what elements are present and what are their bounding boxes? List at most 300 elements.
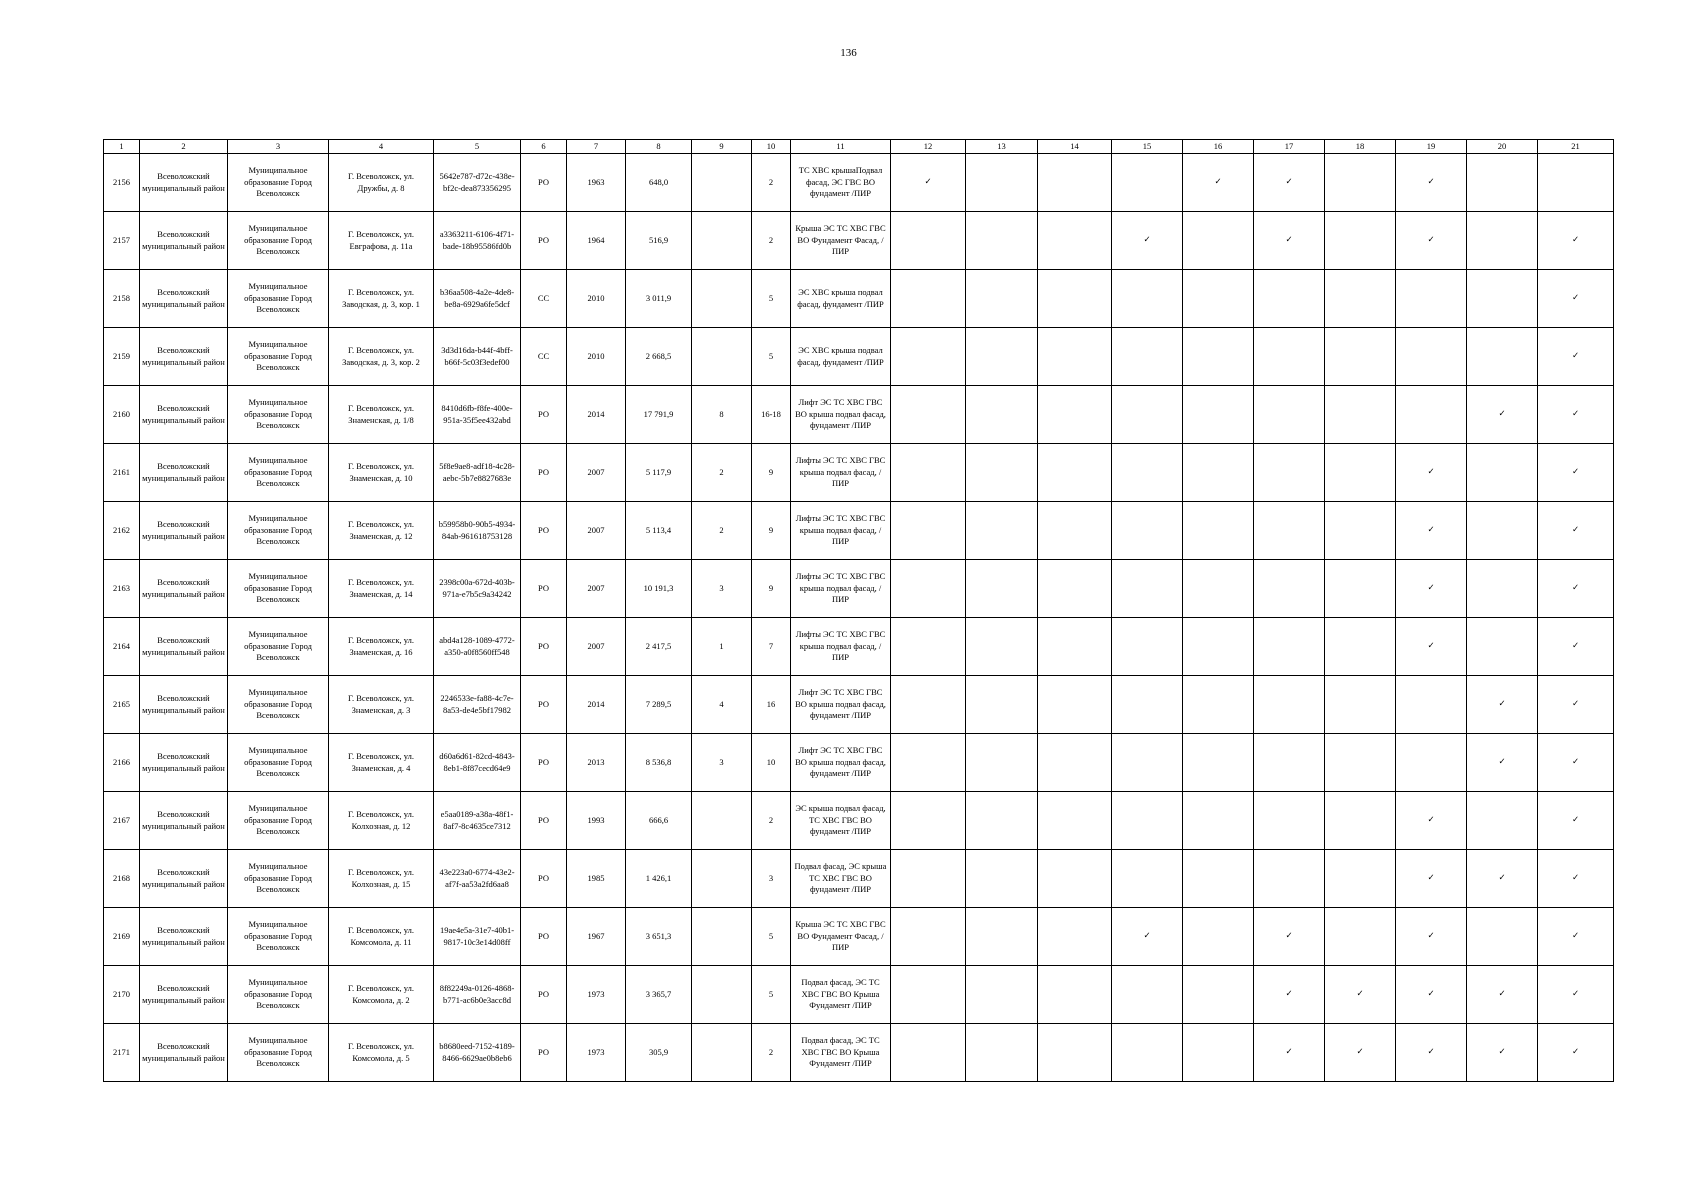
empty-cell bbox=[1112, 560, 1183, 618]
municipality-cell: Муниципальное образование Город Всеволожск bbox=[228, 270, 329, 328]
empty-cell bbox=[1038, 386, 1112, 444]
column-9-cell: 3 bbox=[692, 734, 752, 792]
area-cell: 17 791,9 bbox=[626, 386, 692, 444]
empty-cell bbox=[1467, 908, 1538, 966]
column-9-cell: 8 bbox=[692, 386, 752, 444]
district-cell: Всеволожский муниципальный район bbox=[140, 328, 228, 386]
municipality-cell: Муниципальное образование Город Всеволожск bbox=[228, 328, 329, 386]
row-number-cell: 2162 bbox=[104, 502, 140, 560]
empty-cell bbox=[1112, 386, 1183, 444]
works-cell: Лифты ЭС ТС ХВС ГВС крыша подвал фасад, /ПИР bbox=[791, 560, 891, 618]
empty-cell bbox=[1038, 154, 1112, 212]
district-cell: Всеволожский муниципальный район bbox=[140, 792, 228, 850]
area-cell: 666,6 bbox=[626, 792, 692, 850]
check-mark-icon: ✓ bbox=[1254, 1024, 1325, 1082]
column-9-cell bbox=[692, 908, 752, 966]
column-number: 21 bbox=[1538, 140, 1614, 154]
empty-cell bbox=[1183, 560, 1254, 618]
empty-cell bbox=[1325, 328, 1396, 386]
empty-cell bbox=[1467, 212, 1538, 270]
column-10-cell: 2 bbox=[752, 1024, 791, 1082]
works-cell: ТС ХВС крышаПодвал фасад, ЭС ГВС ВО фундамент /ПИР bbox=[791, 154, 891, 212]
works-cell: Лифт ЭС ТС ХВС ГВС ВО крыша подвал фасад, фундамент /ПИР bbox=[791, 676, 891, 734]
column-9-cell bbox=[692, 270, 752, 328]
check-mark-icon: ✓ bbox=[1467, 734, 1538, 792]
works-cell: Лифты ЭС ТС ХВС ГВС крыша подвал фасад, /ПИР bbox=[791, 618, 891, 676]
check-mark-icon: ✓ bbox=[1396, 908, 1467, 966]
year-cell: 1973 bbox=[567, 1024, 626, 1082]
year-cell: 2007 bbox=[567, 502, 626, 560]
empty-cell bbox=[1325, 908, 1396, 966]
address-cell: Г. Всеволожск, ул. Знаменская, д. 12 bbox=[329, 502, 434, 560]
ownership-form-cell: СС bbox=[521, 328, 567, 386]
empty-cell bbox=[1112, 618, 1183, 676]
column-9-cell: 2 bbox=[692, 444, 752, 502]
column-number: 7 bbox=[567, 140, 626, 154]
address-cell: Г. Всеволожск, ул. Заводская, д. 3, кор. 1 bbox=[329, 270, 434, 328]
empty-cell bbox=[1183, 444, 1254, 502]
municipality-cell: Муниципальное образование Город Всеволожск bbox=[228, 560, 329, 618]
column-9-cell bbox=[692, 328, 752, 386]
year-cell: 2013 bbox=[567, 734, 626, 792]
empty-cell bbox=[1254, 850, 1325, 908]
empty-cell bbox=[1183, 908, 1254, 966]
check-mark-icon: ✓ bbox=[1538, 908, 1614, 966]
check-mark-icon: ✓ bbox=[1396, 154, 1467, 212]
guid-cell: 43e223a0-6774-43e2-af7f-aa53a2fd6aa8 bbox=[434, 850, 521, 908]
check-mark-icon: ✓ bbox=[1396, 966, 1467, 1024]
district-cell: Всеволожский муниципальный район bbox=[140, 966, 228, 1024]
column-10-cell: 2 bbox=[752, 792, 791, 850]
column-9-cell bbox=[692, 154, 752, 212]
empty-cell bbox=[1325, 502, 1396, 560]
check-mark-icon: ✓ bbox=[1396, 444, 1467, 502]
year-cell: 1993 bbox=[567, 792, 626, 850]
empty-cell bbox=[966, 792, 1038, 850]
area-cell: 7 289,5 bbox=[626, 676, 692, 734]
year-cell: 1963 bbox=[567, 154, 626, 212]
guid-cell: 2246533e-fa88-4c7e-8a53-de4e5bf17982 bbox=[434, 676, 521, 734]
empty-cell bbox=[966, 676, 1038, 734]
area-cell: 3 651,3 bbox=[626, 908, 692, 966]
empty-cell bbox=[1325, 154, 1396, 212]
check-mark-icon: ✓ bbox=[1538, 328, 1614, 386]
municipality-cell: Муниципальное образование Город Всеволожск bbox=[228, 212, 329, 270]
empty-cell bbox=[1038, 212, 1112, 270]
table-row bbox=[104, 676, 1614, 734]
row-number-cell: 2164 bbox=[104, 618, 140, 676]
table-row bbox=[104, 792, 1614, 850]
ownership-form-cell: РО bbox=[521, 1024, 567, 1082]
check-mark-icon: ✓ bbox=[1538, 734, 1614, 792]
district-cell: Всеволожский муниципальный район bbox=[140, 734, 228, 792]
check-mark-icon: ✓ bbox=[1467, 850, 1538, 908]
address-cell: Г. Всеволожск, ул. Знаменская, д. 10 bbox=[329, 444, 434, 502]
works-cell: ЭС ХВС крыша подвал фасад, фундамент /ПИР bbox=[791, 328, 891, 386]
check-mark-icon: ✓ bbox=[1325, 1024, 1396, 1082]
guid-cell: 5f8e9ae8-adf18-4c28-aebc-5b7e8827683e bbox=[434, 444, 521, 502]
empty-cell bbox=[1112, 966, 1183, 1024]
column-number: 4 bbox=[329, 140, 434, 154]
row-number-cell: 2167 bbox=[104, 792, 140, 850]
check-mark-icon: ✓ bbox=[1112, 212, 1183, 270]
empty-cell bbox=[1183, 270, 1254, 328]
area-cell: 5 117,9 bbox=[626, 444, 692, 502]
empty-cell bbox=[1396, 734, 1467, 792]
empty-cell bbox=[1038, 1024, 1112, 1082]
empty-cell bbox=[1112, 734, 1183, 792]
check-mark-icon: ✓ bbox=[1396, 560, 1467, 618]
ownership-form-cell: РО bbox=[521, 386, 567, 444]
empty-cell bbox=[1396, 676, 1467, 734]
table-row bbox=[104, 734, 1614, 792]
column-10-cell: 9 bbox=[752, 502, 791, 560]
column-number: 6 bbox=[521, 140, 567, 154]
check-mark-icon: ✓ bbox=[1538, 676, 1614, 734]
check-mark-icon: ✓ bbox=[1538, 850, 1614, 908]
guid-cell: 3d3d16da-b44f-4bff-b66f-5c03f3edef00 bbox=[434, 328, 521, 386]
empty-cell bbox=[966, 444, 1038, 502]
empty-cell bbox=[1325, 386, 1396, 444]
empty-cell bbox=[1112, 328, 1183, 386]
check-mark-icon: ✓ bbox=[1538, 502, 1614, 560]
works-cell: Подвал фасад, ЭС крыша ТС ХВС ГВС ВО фундамент /ПИР bbox=[791, 850, 891, 908]
empty-cell bbox=[1112, 676, 1183, 734]
municipality-cell: Муниципальное образование Город Всеволожск bbox=[228, 618, 329, 676]
check-mark-icon: ✓ bbox=[1538, 966, 1614, 1024]
empty-cell bbox=[966, 734, 1038, 792]
area-cell: 1 426,1 bbox=[626, 850, 692, 908]
empty-cell bbox=[1467, 560, 1538, 618]
check-mark-icon: ✓ bbox=[1396, 618, 1467, 676]
check-mark-icon: ✓ bbox=[1396, 850, 1467, 908]
check-mark-icon: ✓ bbox=[1538, 792, 1614, 850]
address-cell: Г. Всеволожск, ул. Знаменская, д. 16 bbox=[329, 618, 434, 676]
empty-cell bbox=[891, 444, 966, 502]
table-body bbox=[104, 140, 1614, 1082]
empty-cell bbox=[1038, 850, 1112, 908]
ownership-form-cell: РО bbox=[521, 792, 567, 850]
address-cell: Г. Всеволожск, ул. Знаменская, д. 14 bbox=[329, 560, 434, 618]
empty-cell bbox=[1183, 966, 1254, 1024]
empty-cell bbox=[891, 386, 966, 444]
row-number-cell: 2169 bbox=[104, 908, 140, 966]
empty-cell bbox=[1038, 792, 1112, 850]
empty-cell bbox=[966, 386, 1038, 444]
ownership-form-cell: РО bbox=[521, 676, 567, 734]
empty-cell bbox=[1254, 386, 1325, 444]
row-number-cell: 2165 bbox=[104, 676, 140, 734]
municipality-cell: Муниципальное образование Город Всеволожск bbox=[228, 444, 329, 502]
empty-cell bbox=[1112, 502, 1183, 560]
check-mark-icon: ✓ bbox=[1112, 908, 1183, 966]
empty-cell bbox=[1254, 734, 1325, 792]
empty-cell bbox=[1112, 1024, 1183, 1082]
address-cell: Г. Всеволожск, ул. Знаменская, д. 3 bbox=[329, 676, 434, 734]
empty-cell bbox=[966, 212, 1038, 270]
column-9-cell bbox=[692, 966, 752, 1024]
year-cell: 2010 bbox=[567, 270, 626, 328]
year-cell: 2007 bbox=[567, 618, 626, 676]
empty-cell bbox=[1183, 676, 1254, 734]
empty-cell bbox=[891, 502, 966, 560]
empty-cell bbox=[1183, 502, 1254, 560]
check-mark-icon: ✓ bbox=[1538, 1024, 1614, 1082]
empty-cell bbox=[1112, 270, 1183, 328]
row-number-cell: 2156 bbox=[104, 154, 140, 212]
column-10-cell: 5 bbox=[752, 966, 791, 1024]
empty-cell bbox=[1254, 444, 1325, 502]
empty-cell bbox=[1467, 154, 1538, 212]
works-cell: ЭС ХВС крыша подвал фасад, фундамент /ПИР bbox=[791, 270, 891, 328]
empty-cell bbox=[1325, 850, 1396, 908]
municipality-cell: Муниципальное образование Город Всеволожск bbox=[228, 792, 329, 850]
column-10-cell: 5 bbox=[752, 270, 791, 328]
column-number: 19 bbox=[1396, 140, 1467, 154]
guid-cell: b59958b0-90b5-4934-84ab-961618753128 bbox=[434, 502, 521, 560]
municipality-cell: Муниципальное образование Город Всеволожск bbox=[228, 154, 329, 212]
empty-cell bbox=[1183, 850, 1254, 908]
empty-cell bbox=[1112, 154, 1183, 212]
column-9-cell: 3 bbox=[692, 560, 752, 618]
empty-cell bbox=[1254, 618, 1325, 676]
empty-cell bbox=[1396, 328, 1467, 386]
ownership-form-cell: РО bbox=[521, 618, 567, 676]
area-cell: 10 191,3 bbox=[626, 560, 692, 618]
district-cell: Всеволожский муниципальный район bbox=[140, 154, 228, 212]
empty-cell bbox=[1038, 908, 1112, 966]
address-cell: Г. Всеволожск, ул. Комсомола, д. 5 bbox=[329, 1024, 434, 1082]
empty-cell bbox=[1467, 618, 1538, 676]
check-mark-icon: ✓ bbox=[1467, 386, 1538, 444]
year-cell: 2014 bbox=[567, 676, 626, 734]
guid-cell: a3363211-6106-4f71-bade-18b95586fd0b bbox=[434, 212, 521, 270]
table-row bbox=[104, 560, 1614, 618]
empty-cell bbox=[1325, 792, 1396, 850]
empty-cell bbox=[966, 270, 1038, 328]
empty-cell bbox=[1254, 328, 1325, 386]
year-cell: 1985 bbox=[567, 850, 626, 908]
district-cell: Всеволожский муниципальный район bbox=[140, 676, 228, 734]
guid-cell: 5642e787-d72c-438e-bf2c-dea873356295 bbox=[434, 154, 521, 212]
column-number: 11 bbox=[791, 140, 891, 154]
check-mark-icon: ✓ bbox=[1396, 212, 1467, 270]
address-cell: Г. Всеволожск, ул. Знаменская, д. 1/8 bbox=[329, 386, 434, 444]
area-cell: 305,9 bbox=[626, 1024, 692, 1082]
area-cell: 516,9 bbox=[626, 212, 692, 270]
empty-cell bbox=[1254, 502, 1325, 560]
empty-cell bbox=[1467, 328, 1538, 386]
check-mark-icon: ✓ bbox=[1538, 212, 1614, 270]
empty-cell bbox=[1038, 734, 1112, 792]
column-number: 9 bbox=[692, 140, 752, 154]
row-number-cell: 2161 bbox=[104, 444, 140, 502]
column-number: 12 bbox=[891, 140, 966, 154]
row-number-cell: 2159 bbox=[104, 328, 140, 386]
column-10-cell: 5 bbox=[752, 908, 791, 966]
row-number-cell: 2158 bbox=[104, 270, 140, 328]
works-cell: Крыша ЭС ТС ХВС ГВС ВО Фундамент Фасад, /ПИР bbox=[791, 212, 891, 270]
column-number: 14 bbox=[1038, 140, 1112, 154]
row-number-cell: 2157 bbox=[104, 212, 140, 270]
ownership-form-cell: СС bbox=[521, 270, 567, 328]
year-cell: 2007 bbox=[567, 444, 626, 502]
check-mark-icon: ✓ bbox=[1183, 154, 1254, 212]
check-mark-icon: ✓ bbox=[1396, 502, 1467, 560]
empty-cell bbox=[1112, 792, 1183, 850]
empty-cell bbox=[1254, 560, 1325, 618]
empty-cell bbox=[966, 850, 1038, 908]
column-10-cell: 2 bbox=[752, 212, 791, 270]
table-row bbox=[104, 386, 1614, 444]
district-cell: Всеволожский муниципальный район bbox=[140, 1024, 228, 1082]
municipality-cell: Муниципальное образование Город Всеволожск bbox=[228, 1024, 329, 1082]
empty-cell bbox=[891, 792, 966, 850]
column-10-cell: 3 bbox=[752, 850, 791, 908]
column-number-row bbox=[104, 140, 1614, 154]
row-number-cell: 2170 bbox=[104, 966, 140, 1024]
municipality-cell: Муниципальное образование Город Всеволожск bbox=[228, 676, 329, 734]
check-mark-icon: ✓ bbox=[1538, 444, 1614, 502]
empty-cell bbox=[1183, 792, 1254, 850]
check-mark-icon: ✓ bbox=[1325, 966, 1396, 1024]
column-10-cell: 9 bbox=[752, 560, 791, 618]
row-number-cell: 2171 bbox=[104, 1024, 140, 1082]
empty-cell bbox=[1038, 444, 1112, 502]
column-10-cell: 9 bbox=[752, 444, 791, 502]
ownership-form-cell: РО bbox=[521, 850, 567, 908]
works-cell: Лифты ЭС ТС ХВС ГВС крыша подвал фасад, /ПИР bbox=[791, 444, 891, 502]
empty-cell bbox=[966, 328, 1038, 386]
empty-cell bbox=[1183, 734, 1254, 792]
column-9-cell: 2 bbox=[692, 502, 752, 560]
works-cell: Подвал фасад, ЭС ТС ХВС ГВС ВО Крыша Фундамент /ПИР bbox=[791, 1024, 891, 1082]
works-cell: Лифт ЭС ТС ХВС ГВС ВО крыша подвал фасад, фундамент /ПИР bbox=[791, 734, 891, 792]
empty-cell bbox=[1254, 270, 1325, 328]
check-mark-icon: ✓ bbox=[1254, 154, 1325, 212]
table-row bbox=[104, 270, 1614, 328]
empty-cell bbox=[1183, 618, 1254, 676]
area-cell: 3 011,9 bbox=[626, 270, 692, 328]
empty-cell bbox=[1038, 270, 1112, 328]
area-cell: 8 536,8 bbox=[626, 734, 692, 792]
municipality-cell: Муниципальное образование Город Всеволожск bbox=[228, 966, 329, 1024]
page-number: 136 bbox=[840, 47, 857, 59]
district-cell: Всеволожский муниципальный район bbox=[140, 560, 228, 618]
empty-cell bbox=[1325, 734, 1396, 792]
empty-cell bbox=[1325, 560, 1396, 618]
guid-cell: 19ae4e5a-31e7-40b1-9817-10c3e14d08ff bbox=[434, 908, 521, 966]
area-cell: 648,0 bbox=[626, 154, 692, 212]
guid-cell: 2398c00a-672d-403b-971a-e7b5c9a34242 bbox=[434, 560, 521, 618]
row-number-cell: 2160 bbox=[104, 386, 140, 444]
check-mark-icon: ✓ bbox=[1538, 386, 1614, 444]
empty-cell bbox=[1325, 444, 1396, 502]
works-cell: Лифт ЭС ТС ХВС ГВС ВО крыша подвал фасад, фундамент /ПИР bbox=[791, 386, 891, 444]
empty-cell bbox=[1325, 212, 1396, 270]
address-cell: Г. Всеволожск, ул. Комсомола, д. 2 bbox=[329, 966, 434, 1024]
column-10-cell: 2 bbox=[752, 154, 791, 212]
empty-cell bbox=[966, 154, 1038, 212]
empty-cell bbox=[1038, 618, 1112, 676]
municipality-cell: Муниципальное образование Город Всеволожск bbox=[228, 908, 329, 966]
table-row bbox=[104, 154, 1614, 212]
check-mark-icon: ✓ bbox=[1467, 1024, 1538, 1082]
guid-cell: abd4a128-1089-4772-a350-a0f8560ff548 bbox=[434, 618, 521, 676]
area-cell: 2 417,5 bbox=[626, 618, 692, 676]
area-cell: 2 668,5 bbox=[626, 328, 692, 386]
address-cell: Г. Всеволожск, ул. Евграфова, д. 11а bbox=[329, 212, 434, 270]
column-10-cell: 10 bbox=[752, 734, 791, 792]
municipality-cell: Муниципальное образование Город Всеволожск bbox=[228, 502, 329, 560]
empty-cell bbox=[1183, 328, 1254, 386]
empty-cell bbox=[1325, 676, 1396, 734]
empty-cell bbox=[966, 966, 1038, 1024]
address-cell: Г. Всеволожск, ул. Знаменская, д. 4 bbox=[329, 734, 434, 792]
table-row bbox=[104, 1024, 1614, 1082]
column-number: 16 bbox=[1183, 140, 1254, 154]
column-9-cell bbox=[692, 792, 752, 850]
column-9-cell bbox=[692, 850, 752, 908]
empty-cell bbox=[1038, 966, 1112, 1024]
table-row bbox=[104, 908, 1614, 966]
year-cell: 1964 bbox=[567, 212, 626, 270]
empty-cell bbox=[966, 502, 1038, 560]
area-cell: 5 113,4 bbox=[626, 502, 692, 560]
empty-cell bbox=[966, 1024, 1038, 1082]
address-cell: Г. Всеволожск, ул. Колхозная, д. 15 bbox=[329, 850, 434, 908]
empty-cell bbox=[1467, 270, 1538, 328]
ownership-form-cell: РО bbox=[521, 966, 567, 1024]
table-row bbox=[104, 502, 1614, 560]
empty-cell bbox=[891, 560, 966, 618]
guid-cell: b8680eed-7152-4189-8466-6629ae0b8eb6 bbox=[434, 1024, 521, 1082]
ownership-form-cell: РО bbox=[521, 502, 567, 560]
empty-cell bbox=[1112, 444, 1183, 502]
address-cell: Г. Всеволожск, ул. Комсомола, д. 11 bbox=[329, 908, 434, 966]
row-number-cell: 2168 bbox=[104, 850, 140, 908]
empty-cell bbox=[891, 618, 966, 676]
column-10-cell: 16-18 bbox=[752, 386, 791, 444]
empty-cell bbox=[891, 850, 966, 908]
guid-cell: 8410d6fb-f8fe-400e-951a-35f5ee432abd bbox=[434, 386, 521, 444]
empty-cell bbox=[1183, 212, 1254, 270]
table-row bbox=[104, 328, 1614, 386]
column-number: 3 bbox=[228, 140, 329, 154]
empty-cell bbox=[1467, 444, 1538, 502]
year-cell: 2010 bbox=[567, 328, 626, 386]
empty-cell bbox=[1183, 1024, 1254, 1082]
empty-cell bbox=[1183, 386, 1254, 444]
district-cell: Всеволожский муниципальный район bbox=[140, 212, 228, 270]
check-mark-icon: ✓ bbox=[1538, 560, 1614, 618]
check-mark-icon: ✓ bbox=[891, 154, 966, 212]
address-cell: Г. Всеволожск, ул. Заводская, д. 3, кор. 2 bbox=[329, 328, 434, 386]
check-mark-icon: ✓ bbox=[1538, 270, 1614, 328]
check-mark-icon: ✓ bbox=[1254, 908, 1325, 966]
buildings-table bbox=[103, 139, 1614, 1082]
column-number: 20 bbox=[1467, 140, 1538, 154]
empty-cell bbox=[891, 676, 966, 734]
empty-cell bbox=[1467, 792, 1538, 850]
district-cell: Всеволожский муниципальный район bbox=[140, 386, 228, 444]
address-cell: Г. Всеволожск, ул. Колхозная, д. 12 bbox=[329, 792, 434, 850]
district-cell: Всеволожский муниципальный район bbox=[140, 502, 228, 560]
guid-cell: b36aa508-4a2e-4de8-be8a-6929a6fe5dcf bbox=[434, 270, 521, 328]
guid-cell: 8f82249a-0126-4868-b771-ac6b0e3acc8d bbox=[434, 966, 521, 1024]
empty-cell bbox=[891, 734, 966, 792]
table-row bbox=[104, 966, 1614, 1024]
